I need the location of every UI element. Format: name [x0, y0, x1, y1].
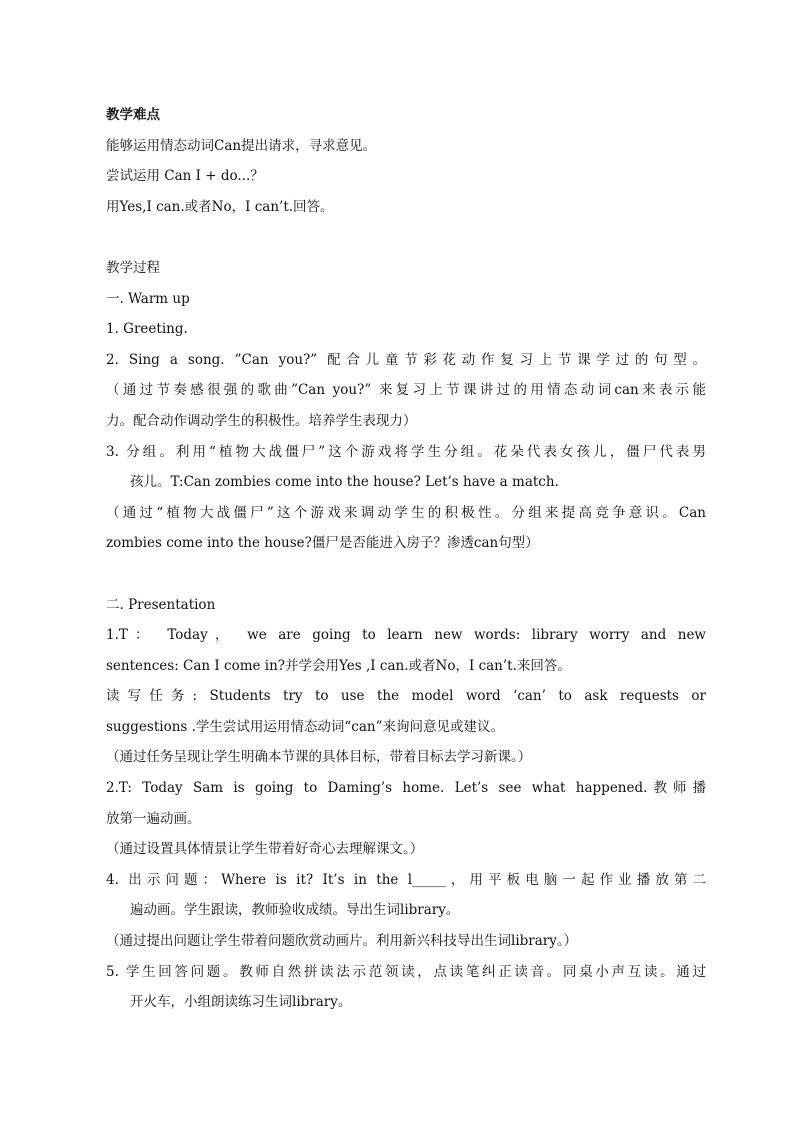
presentation-line-5: （通过任务呈现让学生明确本节课的具体目标，带着目标去学习新课。）	[106, 749, 532, 766]
difficulty-line-3: 用Yes,I can.或者No，I can’t.回答。	[106, 198, 334, 215]
presentation-line-11: （通过提出问题让学生带着问题欣赏动画片。利用新兴科技导出生词library。）	[106, 933, 578, 950]
difficulty-heading: 教学难点	[106, 107, 160, 123]
spacer	[106, 222, 706, 253]
difficulty-line-1: 能够运用情态动词Can提出请求，寻求意见。	[106, 137, 377, 154]
presentation-line-12: 5. 学生回答问题。教师自然拼读法示范领读，点读笔纠正读音。同桌小声互读。通过	[106, 963, 706, 980]
warmup-line-2: 2. Sing a song. ”Can you?” 配合儿童节彩花动作复习上节课学过的句型。	[106, 351, 706, 368]
presentation-line-7: 放第一遍动画。	[106, 810, 201, 827]
presentation-line-4: suggestions .学生尝试用运用情态动词“can”来询问意见或建议。	[106, 718, 505, 735]
warmup-line-8: zombies come into the house?僵尸是否能进入房子？渗透can句型）	[106, 535, 539, 552]
presentation-line-2: sentences: Can I come in?并学会用Yes ,I can.或者No，I can’t.来回答。	[106, 657, 571, 674]
warmup-line-1: 1. Greeting.	[106, 321, 188, 338]
spacer	[106, 559, 706, 590]
document-page	[106, 100, 706, 1018]
warmup-line-4: 力。配合动作调动学生的积极性。培养学生表现力）	[106, 412, 417, 429]
presentation-line-6: 2.T: Today Sam is going to Daming’s home. Let’s see what happened.教师播	[106, 780, 706, 797]
presentation-line-9: 4. 出示问题：Where is it? It’s in the l_____，用平板电脑一起作业播放第二	[106, 871, 706, 888]
process-heading: 教学过程	[106, 259, 160, 276]
warmup-line-3: （通过节奏感很强的歌曲”Can you?” 来复习上节课讲过的用情态动词can来表示能	[106, 382, 706, 399]
warmup-line-7: （通过“植物大战僵尸”这个游戏来调动学生的积极性。分组来提高竞争意识。Can	[106, 504, 706, 521]
presentation-line-1: 1.T： Today， we are going to learn new words: library worry and new	[106, 627, 706, 644]
presentation-line-3: 读写任务: Students try to use the model word ‘can’ to ask requests or	[106, 688, 706, 705]
presentation-line-13: 开火车，小组朗读练习生词library。	[130, 994, 352, 1011]
warmup-line-5: 3. 分组。利用“植物大战僵尸”这个游戏将学生分组。花朵代表女孩儿，僵尸代表男	[106, 443, 706, 460]
warmup-title: 一. Warm up	[106, 290, 190, 307]
warmup-line-6: 孩儿。T:Can zombies come into the house? Let’s have a match.	[130, 474, 559, 491]
difficulty-line-2: 尝试运用 Can I + do...？	[106, 168, 264, 185]
presentation-title: 二. Presentation	[106, 596, 216, 613]
presentation-line-8: （通过设置具体情景让学生带着好奇心去理解课文。）	[106, 841, 424, 858]
presentation-line-10: 遍动画。学生跟读，教师验收成绩。导出生词library。	[130, 902, 460, 919]
